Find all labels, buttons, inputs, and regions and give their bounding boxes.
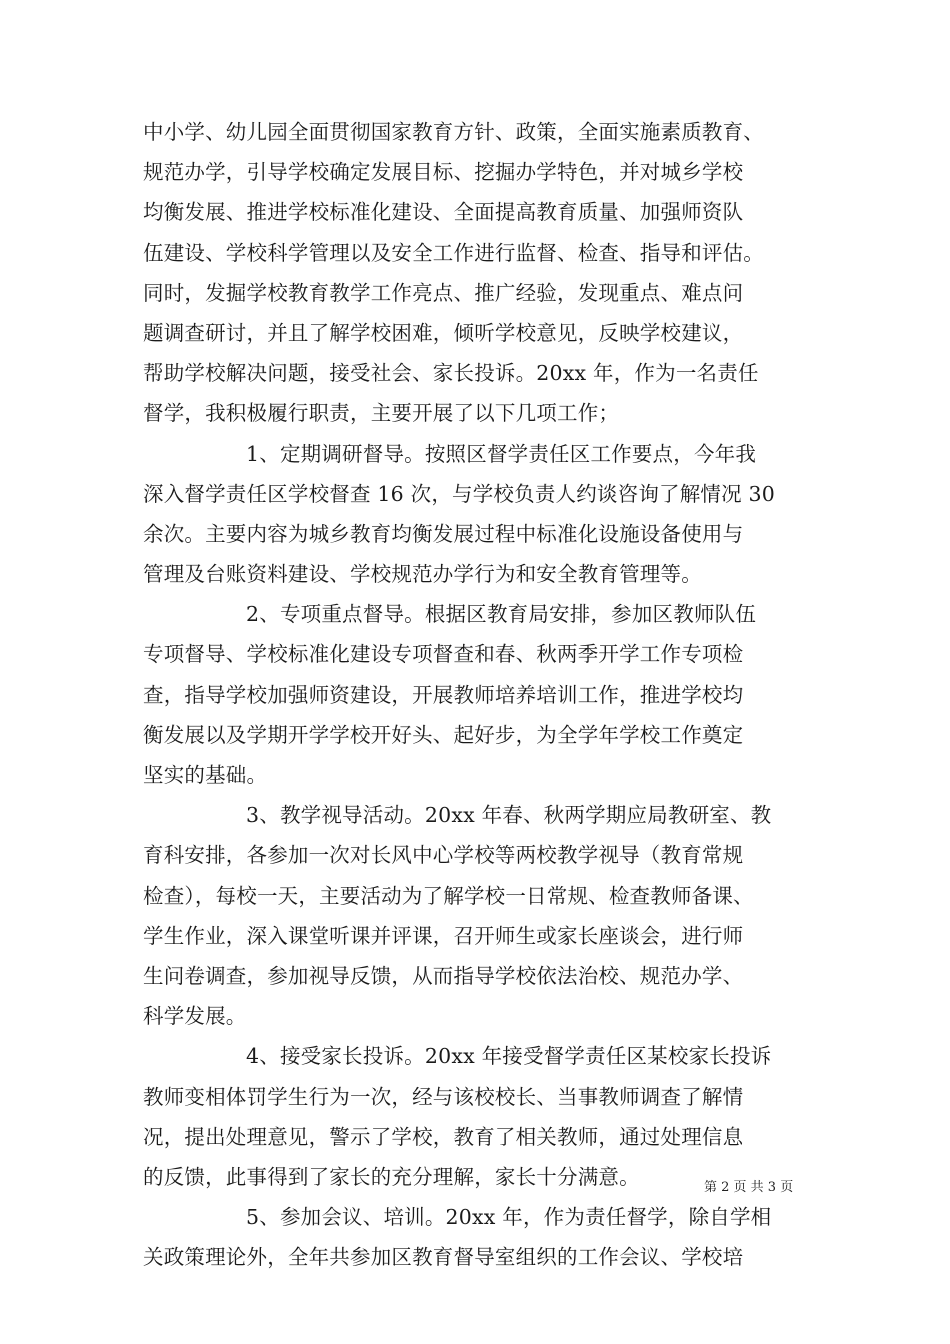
text-line: 生问卷调查，参加视导反馈，从而指导学校依法治校、规范办学、 xyxy=(143,963,744,988)
text-line: 关政策理论外，全年共参加区教育督导室组织的工作会议、学校培 xyxy=(143,1245,744,1270)
text-line: 查，指导学校加强师资建设，开展教师培养培训工作，推进学校均 xyxy=(143,682,744,707)
text-line: 育科安排，各参加一次对长风中心学校等两校教学视导（教育常规 xyxy=(143,843,744,868)
paragraph-3-start: 3、教学视导活动。20xx 年春、秋两学期应局教研室、教 xyxy=(246,803,772,828)
text-line: 规范办学，引导学校确定发展目标、挖掘办学特色，并对城乡学校 xyxy=(143,160,744,185)
text-line: 学生作业，深入课堂听课并评课，召开师生或家长座谈会，进行师 xyxy=(143,923,744,948)
text-line: 教师变相体罚学生行为一次，经与该校校长、当事教师调查了解情 xyxy=(143,1084,744,1109)
text-line: 余次。主要内容为城乡教育均衡发展过程中标准化设施设备使用与 xyxy=(143,521,744,546)
text-line: 深入督学责任区学校督查 16 次，与学校负责人约谈咨询了解情况 30 xyxy=(143,481,776,506)
text-line: 况，提出处理意见，警示了学校，教育了相关教师，通过处理信息 xyxy=(143,1124,744,1149)
text-line: 帮助学校解决问题，接受社会、家长投诉。20xx 年，作为一名责任 xyxy=(143,361,759,386)
text-line: 专项督导、学校标准化建设专项督查和春、秋两季开学工作专项检 xyxy=(143,642,744,667)
text-line: 坚实的基础。 xyxy=(143,763,268,787)
text-line: 中小学、幼儿园全面贯彻国家教育方针、政策，全面实施素质教育、 xyxy=(143,120,764,144)
text-line: 均衡发展、推进学校标准化建设、全面提高教育质量、加强师资队 xyxy=(143,200,744,225)
text-line: 同时，发掘学校教育教学工作亮点、推广经验，发现重点、难点问 xyxy=(143,280,744,305)
paragraph-2-start: 2、专项重点督导。根据区教育局安排，参加区教师队伍 xyxy=(246,602,757,627)
text-line: 的反馈，此事得到了家长的充分理解，家长十分满意。 xyxy=(143,1164,640,1189)
page-number-footer: 第 2 页 共 3 页 xyxy=(704,1180,794,1195)
paragraph-1-start: 1、定期调研督导。按照区督学责任区工作要点，今年我 xyxy=(246,441,757,466)
text-line: 伍建设、学校科学管理以及安全工作进行监督、检查、指导和评估。 xyxy=(143,240,764,265)
paragraph-5-start: 5、参加会议、培训。20xx 年，作为责任督学，除自学相 xyxy=(246,1205,772,1230)
paragraph-4-start: 4、接受家长投诉。20xx 年接受督学责任区某校家长投诉 xyxy=(246,1044,772,1069)
document-body xyxy=(143,112,823,1277)
text-line: 衡发展以及学期开学学校开好头、起好步，为全学年学校工作奠定 xyxy=(143,722,744,747)
text-line: 检查），每校一天，主要活动为了解学校一日常规、检查教师备课、 xyxy=(143,883,754,908)
text-line: 题调查研讨，并且了解学校困难，倾听学校意见，反映学校建议， xyxy=(143,320,744,345)
text-line: 督学，我积极履行职责，主要开展了以下几项工作； xyxy=(143,401,620,426)
text-line: 科学发展。 xyxy=(143,1004,247,1029)
text-line: 管理及台账资料建设、学校规范办学行为和安全教育管理等。 xyxy=(143,562,702,587)
